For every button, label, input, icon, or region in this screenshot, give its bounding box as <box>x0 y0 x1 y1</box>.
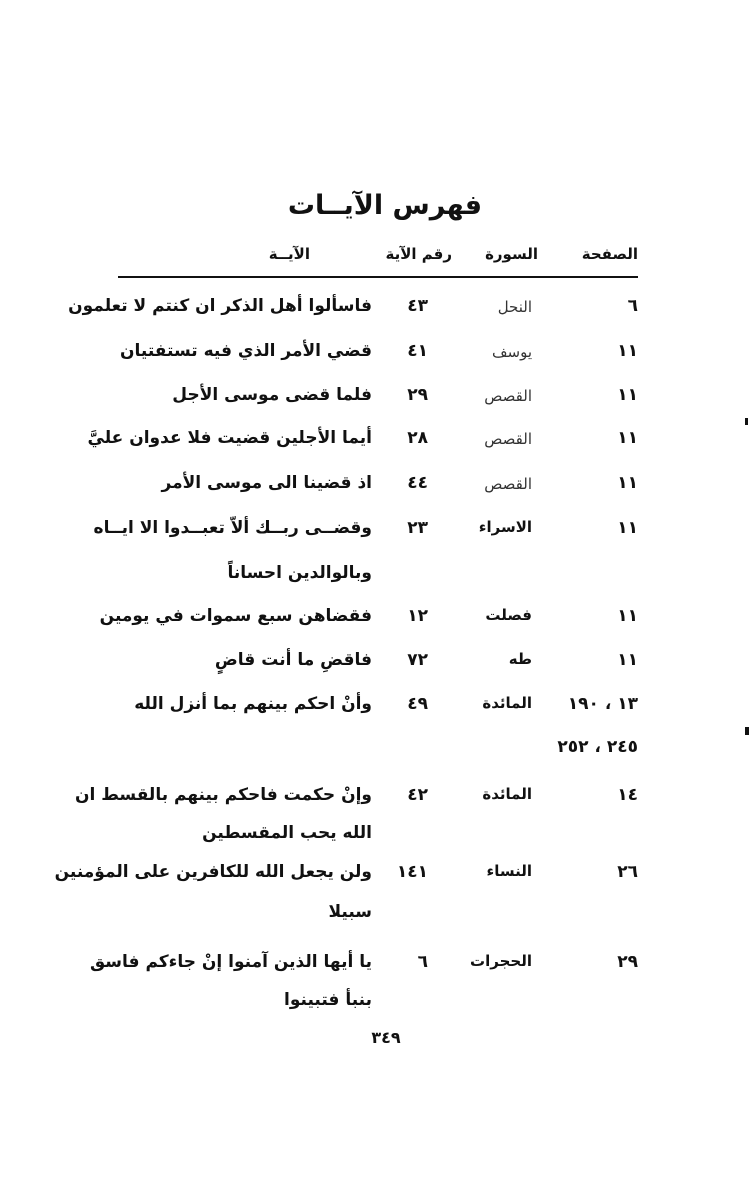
row-verse-text: فاسألوا أهل الذكر ان كنتم لا تعلمون <box>68 296 372 316</box>
row-surah: فصلت <box>485 606 532 624</box>
header-rule <box>118 276 638 278</box>
row-surah: النساء <box>486 862 532 880</box>
row-page: ١١ <box>617 518 638 538</box>
column-header-verse: الآيــة <box>268 245 310 263</box>
column-header-surah: السورة <box>485 245 538 263</box>
page-number: ٣٤٩ <box>371 1028 401 1047</box>
row-verse-text-continued: وبالوالدين احساناً <box>227 563 372 583</box>
row-verse-text: ولن يجعل الله للكافرين على المؤمنين <box>54 862 372 882</box>
row-page: ١١ <box>617 385 638 405</box>
row-verse-number: ٤٢ <box>407 785 428 805</box>
row-verse-number: ١٢ <box>407 606 428 626</box>
row-verse-text: وإنْ حكمت فاحكم بينهم بالقسط ان <box>74 785 372 805</box>
row-surah: المائدة <box>482 785 532 803</box>
row-page-continued: ٢٤٥ ، ٢٥٢ <box>557 737 638 757</box>
row-verse-text: فقضاهن سبع سموات في يومين <box>99 606 372 626</box>
row-page: ٦ <box>627 296 638 316</box>
column-header-page: الصفحة <box>581 245 638 263</box>
row-verse-text: قضي الأمر الذي فيه تستفتيان <box>120 341 372 361</box>
row-verse-number: ٤٩ <box>407 694 428 714</box>
row-verse-number: ١٤١ <box>396 862 428 882</box>
row-page: ١٣ ، ١٩٠ <box>567 694 638 714</box>
row-verse-text: أيما الأجلين قضيت فلا عدوان عليَّ <box>87 428 372 448</box>
row-verse-number: ٦ <box>417 952 428 972</box>
row-surah: الحجرات <box>470 952 532 970</box>
scan-speck <box>745 727 749 735</box>
row-surah: يوسف <box>491 343 532 361</box>
row-verse-text: وقضــى ربــك ألاّ تعبــدوا الا ايــاه <box>93 518 372 538</box>
row-page: ١١ <box>617 650 638 670</box>
row-verse-number: ٢٣ <box>407 518 428 538</box>
row-verse-text: فاقضِ ما أنت قاضٍ <box>214 650 372 670</box>
row-page: ١١ <box>617 341 638 361</box>
row-surah: النحل <box>497 298 532 316</box>
row-verse-number: ٤٣ <box>407 296 428 316</box>
row-page: ١٤ <box>617 785 638 805</box>
scan-speck <box>745 418 748 425</box>
row-verse-number: ٧٢ <box>407 650 428 670</box>
row-verse-number: ٤٤ <box>407 473 428 493</box>
row-surah: القصص <box>484 475 532 493</box>
row-surah: طه <box>508 650 532 668</box>
row-verse-text: وأنْ احكم بينهم بما أنزل الله <box>134 694 372 714</box>
row-page: ٢٩ <box>617 952 638 972</box>
row-verse-text-continued: بنبأ فتبينوا <box>284 990 372 1010</box>
row-verse-text-continued: الله يحب المقسطين <box>202 823 372 843</box>
row-page: ١١ <box>617 473 638 493</box>
column-header-verse-number: رقم الآية <box>385 245 452 263</box>
row-verse-number: ٢٩ <box>407 385 428 405</box>
row-verse-text: فلما قضى موسى الأجل <box>172 385 372 405</box>
row-surah: القصص <box>484 387 532 405</box>
row-surah: الاسراء <box>478 518 532 536</box>
row-surah: القصص <box>484 430 532 448</box>
row-page: ١١ <box>617 428 638 448</box>
row-page: ٢٦ <box>617 862 638 882</box>
row-verse-text-continued: سبيلا <box>328 902 372 922</box>
row-verse-text: يا أيها الذين آمنوا إنْ جاءكم فاسق <box>89 952 372 972</box>
row-verse-number: ٢٨ <box>407 428 428 448</box>
row-surah: المائدة <box>482 694 532 712</box>
row-verse-number: ٤١ <box>407 341 428 361</box>
row-page: ١١ <box>617 606 638 626</box>
row-verse-text: اذ قضينا الى موسى الأمر <box>161 473 372 493</box>
page-title: فهرس الآيــات <box>287 190 483 221</box>
